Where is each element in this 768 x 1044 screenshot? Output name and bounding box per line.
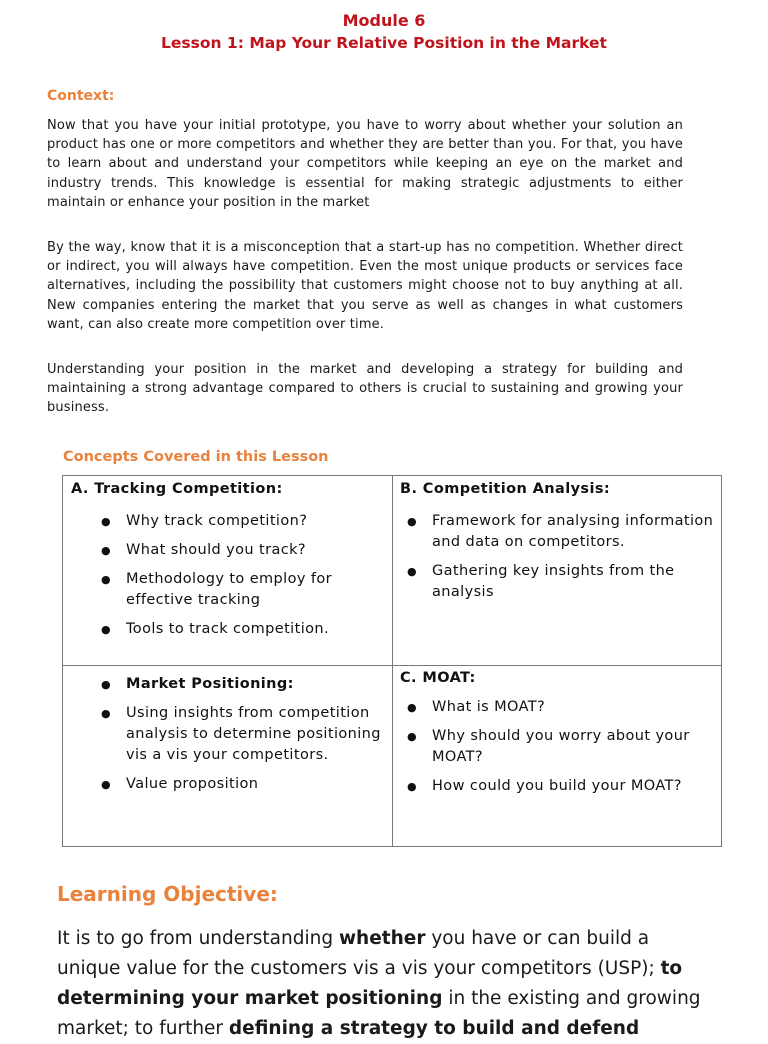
- bullet-list: [403, 511, 718, 603]
- table-divider-horizontal: [63, 665, 721, 666]
- cell-title: B. Competition Analysis:: [400, 481, 611, 497]
- lesson-title: Lesson 1: Map Your Relative Position in the Market: [161, 34, 607, 52]
- cell-title: C. MOAT:: [400, 670, 476, 686]
- list-item: ● Tools to track competition.: [97, 619, 389, 640]
- objective-emphasis: whether: [338, 928, 426, 949]
- cell-tracking-competition: [71, 479, 389, 648]
- list-item: ● Why track competition?: [97, 511, 389, 532]
- list-item: ● Value proposition: [97, 774, 389, 795]
- objective-segment: in the existing and growing market; to further: [57, 988, 701, 1039]
- bullet-list: [97, 511, 389, 640]
- list-item: ● What is MOAT?: [403, 697, 718, 718]
- cell-moat: [400, 668, 718, 805]
- list-item: ● Using insights from competition analysis to determine positioning vis a vis your competitors.: [97, 703, 389, 766]
- list-item: ● Market Positioning:: [97, 674, 389, 695]
- list-item: ● Framework for analysing information and data on competitors.: [403, 511, 718, 553]
- list-item: ● Methodology to employ for effective tracking: [97, 569, 389, 611]
- objective-segment: It is to go from understanding: [57, 928, 339, 949]
- list-item: ● Gathering key insights from the analysis: [403, 561, 718, 603]
- objective-emphasis: to determining your market positioning: [57, 958, 683, 1009]
- context-paragraph-3: Understanding your position in the market and developing a strategy for building and maintaining a strong advantage compared to others is crucial to sustaining and growing your business.: [47, 362, 683, 416]
- concepts-table: [62, 475, 722, 847]
- bullet-list: [403, 697, 718, 797]
- context-paragraph-1: Now that you have your initial prototype, you have to worry about whether your solution an product has one or more competitors and whether they are better than you. For that, you have to learn about and understand your competitors while keeping an eye on the market and industry trends. This knowledge is essential for making strategic adjustments to either maintain or enhance your position in the market: [47, 118, 683, 210]
- learning-objective-text: [57, 924, 717, 1044]
- bullet-list: [97, 674, 389, 795]
- objective-segment: you have or can build a unique value for the customers vis a vis your competitors (USP);: [57, 928, 661, 979]
- context-heading: Context:: [47, 88, 115, 104]
- cell-market-positioning: [71, 674, 389, 803]
- context-paragraph-2: By the way, know that it is a misconception that a start-up has no competition. Whether direct or indirect, you will always have competition. Even the most unique products or services face alternatives, including the possibility that customers might choose not to buy anything at all. New companies entering the market that you serve as well as changes in what customers want, can also create more competition over time.: [47, 240, 683, 332]
- cell-title: A. Tracking Competition:: [71, 481, 283, 497]
- learning-objective-heading: Learning Objective:: [57, 882, 278, 906]
- objective-emphasis: defining a strategy to build and defend: [228, 1018, 640, 1039]
- cell-competition-analysis: [400, 479, 718, 611]
- list-item: ● How could you build your MOAT?: [403, 776, 718, 797]
- list-item: ● What should you track?: [97, 540, 389, 561]
- module-title: Module 6: [342, 11, 426, 30]
- concepts-heading: Concepts Covered in this Lesson: [63, 449, 329, 465]
- list-item: ● Why should you worry about your MOAT?: [403, 726, 718, 768]
- table-divider-vertical: [392, 476, 393, 846]
